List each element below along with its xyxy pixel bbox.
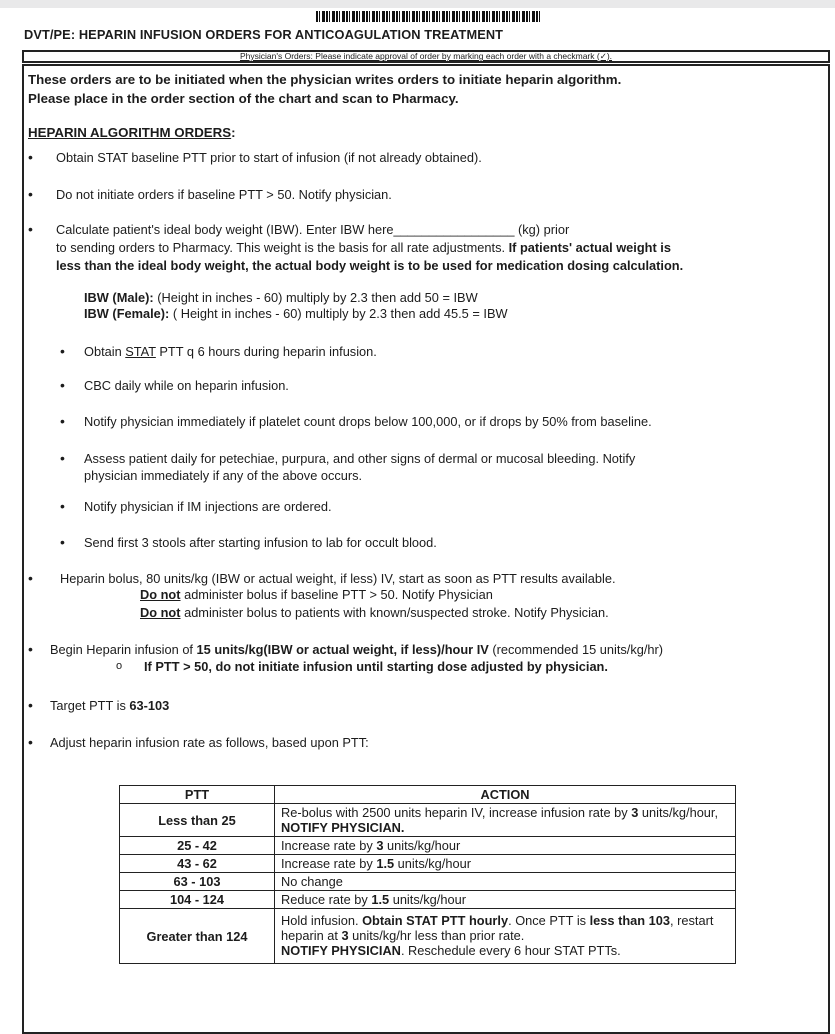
order-calc-ibw-cont: to sending orders to Pharmacy. This weight is the basis for all rate adjustments. If patients' actual weight is [56,240,671,255]
barcode [316,11,542,22]
table-row [120,909,736,964]
action-cell: Hold infusion. Obtain STAT PTT hourly. Once PTT is less than 103, restart heparin at 3 units/kg/hr less than prior rate. NOTIFY PHYSICIAN. Reschedule every 6 hour STAT PTTs. [275,909,736,964]
order-begin-infusion: Begin Heparin infusion of 15 units/kg(IBW or actual weight, if less)/hour IV (recommended 15 units/kg/hr) [50,642,664,657]
order-adjust-rate: Adjust heparin infusion rate as follows, based upon PTT: [50,735,369,750]
ptt-cell: 43 - 62 [120,855,275,873]
table-header-row [120,786,736,804]
bullet: • [28,570,33,586]
table-row [120,855,736,873]
action-cell: Reduce rate by 1.5 units/kg/hour [275,891,736,909]
order-no-initiate: Do not initiate orders if baseline PTT > 50. Notify physician. [56,187,392,202]
order-baseline-ptt: Obtain STAT baseline PTT prior to start of infusion (if not already obtained). [56,150,482,165]
bullet: • [28,221,33,237]
intro-line-2: Please place in the order section of the chart and scan to Pharmacy. [28,91,459,106]
page-title: DVT/PE: HEPARIN INFUSION ORDERS FOR ANTICOAGULATION TREATMENT [24,27,504,42]
order-assess-bleeding-cont: physician immediately if any of the above occurs. [84,468,363,483]
bullet: • [60,534,65,550]
action-cell: Increase rate by 1.5 units/kg/hour [275,855,736,873]
bullet: • [28,641,33,657]
ptt-cell: Greater than 124 [120,909,275,964]
ibw-female-formula: IBW (Female): ( Height in inches - 60) multiply by 2.3 then add 45.5 = IBW [84,306,508,321]
ptt-adjustment-table [119,785,736,964]
ptt-cell: 25 - 42 [120,837,275,855]
order-calc-ibw: Calculate patient's ideal body weight (IBW). Enter IBW here_________________ (kg) prior [56,222,570,237]
order-stools: Send first 3 stools after starting infusion to lab for occult blood. [84,535,437,550]
bullet: • [60,413,65,429]
table-row [120,891,736,909]
order-assess-bleeding: Assess patient daily for petechiae, purpura, and other signs of dermal or mucosal bleeding. Notify [84,451,636,466]
order-bolus-note-2: Do not administer bolus to patients with known/suspected stroke. Notify Physician. [140,605,609,620]
sub-bullet-marker: o [116,660,123,672]
bullet: • [28,734,33,750]
order-cbc: CBC daily while on heparin infusion. [84,378,289,393]
bullet: • [28,149,33,165]
section-heading: HEPARIN ALGORITHM ORDERS: [28,125,236,140]
bullet: • [28,697,33,713]
order-bolus-note-1: Do not administer bolus if baseline PTT > 50. Notify Physician [140,587,493,602]
intro-line-1: These orders are to be initiated when the physician writes orders to initiate heparin algorithm. [28,72,622,87]
ptt-cell: 63 - 103 [120,873,275,891]
ptt-cell: Less than 25 [120,804,275,837]
col-ptt-header: PTT [120,786,275,804]
order-target-ptt: Target PTT is 63-103 [50,698,170,713]
bullet: • [60,377,65,393]
physician-orders-note: Physician's Orders: Please indicate approval of order by marking each order with a checkmark (✓). [22,50,830,63]
table-row [120,837,736,855]
col-action-header: ACTION [275,786,736,804]
order-calc-ibw-note: less than the ideal body weight, the actual body weight is to be used for medication dosing calculation. [56,258,684,273]
table-row [120,804,736,837]
top-shade [0,0,835,8]
action-cell: No change [275,873,736,891]
table-row [120,873,736,891]
bullet: • [28,186,33,202]
order-stat-ptt: Obtain STAT PTT q 6 hours during heparin infusion. [84,344,377,359]
bullet: • [60,343,65,359]
order-bolus: Heparin bolus, 80 units/kg (IBW or actual weight, if less) IV, start as soon as PTT results available. [60,571,616,586]
order-im-injections: Notify physician if IM injections are ordered. [84,499,332,514]
ptt-cell: 104 - 124 [120,891,275,909]
bullet: • [60,498,65,514]
order-platelet: Notify physician immediately if platelet count drops below 100,000, or if drops by 50% from baseline. [84,414,652,429]
action-cell: Increase rate by 3 units/kg/hour [275,837,736,855]
bullet: • [60,450,65,466]
ibw-male-formula: IBW (Male): (Height in inches - 60) multiply by 2.3 then add 50 = IBW [84,290,478,305]
action-cell: Re-bolus with 2500 units heparin IV, increase infusion rate by 3 units/kg/hour, NOTIFY PHYSICIAN. [275,804,736,837]
ibw-entry-field[interactable]: _________________ [393,222,515,237]
order-infusion-condition: If PTT > 50, do not initiate infusion until starting dose adjusted by physician. [144,659,608,674]
